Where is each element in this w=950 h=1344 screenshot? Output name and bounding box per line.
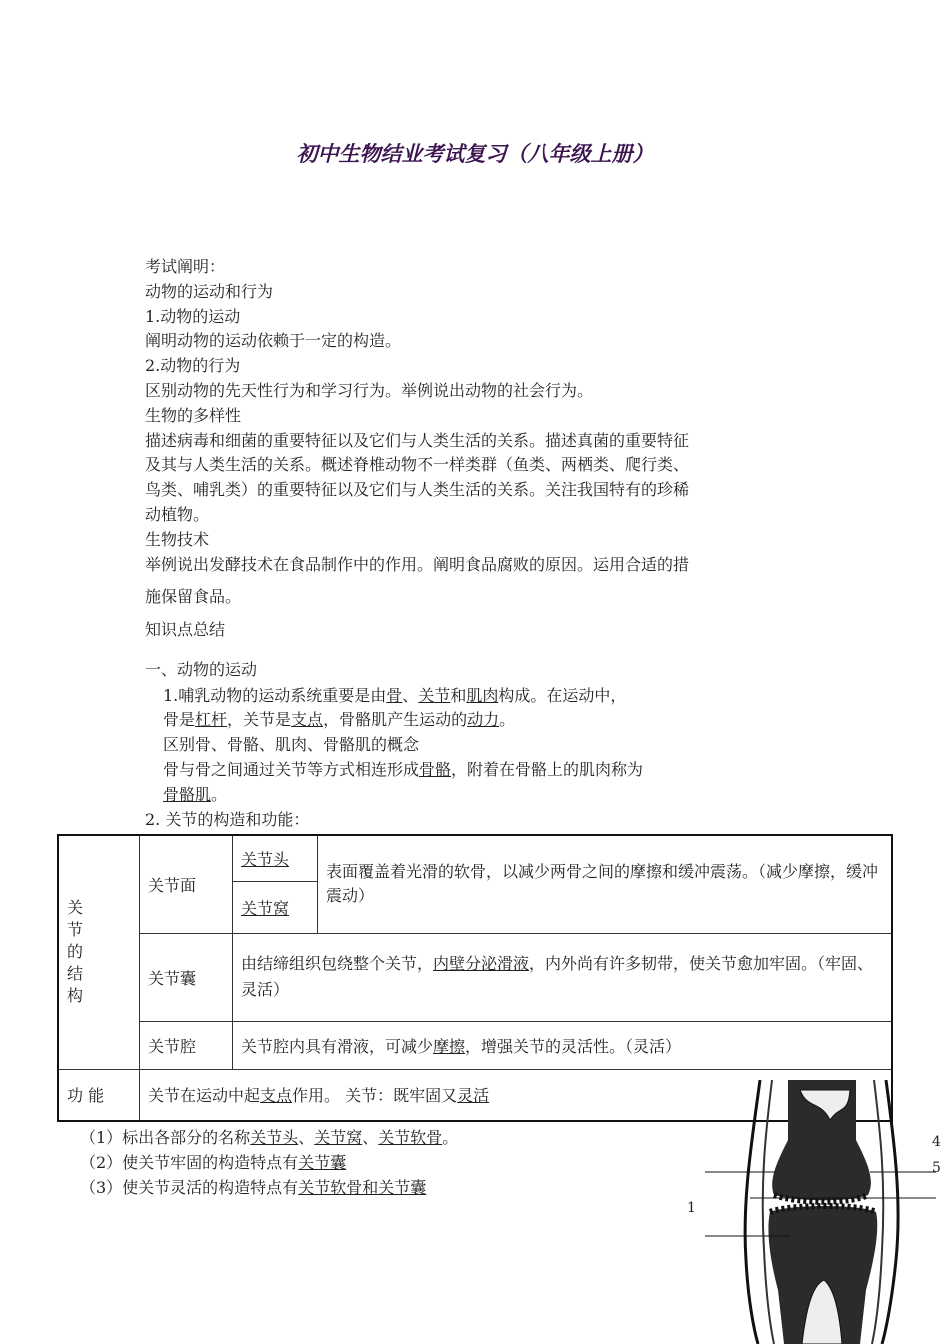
- joint-structure-table: [57, 834, 893, 1122]
- question-1: （1）标出各部分的名称关节头、关节窝、关节软骨。: [80, 1128, 459, 1147]
- figure-label-5: 5: [932, 1160, 941, 1176]
- intro-line: 动植物。: [145, 504, 210, 524]
- figure-label-4: 4: [932, 1134, 941, 1150]
- section-1-heading: 一、动物的运动: [145, 660, 258, 679]
- intro-line: 施保留食品。: [145, 587, 242, 607]
- figure-label-1: 1: [687, 1200, 696, 1216]
- surface-label: 关节面: [140, 835, 233, 933]
- intro-line: 动物的运动和行为: [145, 281, 274, 301]
- joint-socket-cell: 关节窝: [233, 881, 318, 933]
- paragraph-line: 骨骼肌。: [163, 785, 228, 804]
- intro-line: 2.动物的行为: [145, 356, 241, 376]
- intro-line: 鸟类、哺乳类）的重要特征以及它们与人类生活的关系。关注我国特有的珍稀: [145, 480, 690, 500]
- subsection-heading: 2. 关节的构造和功能：: [145, 810, 310, 829]
- intro-line: 阐明动物的运动依赖于一定的构造。: [145, 331, 402, 351]
- section-heading: 知识点总结: [145, 620, 226, 640]
- paragraph-line: 1.哺乳动物的运动系统重要是由骨、关节和肌肉构成。在运动中，: [163, 686, 627, 705]
- paragraph-line: 区别骨、骨骼、肌肉、骨骼肌的概念: [163, 735, 420, 754]
- capsule-label: 关节囊: [140, 933, 233, 1021]
- page-title: 初中生物结业考试复习（八年级上册）: [296, 142, 654, 166]
- intro-line: 生物的多样性: [145, 405, 242, 425]
- capsule-description: 由结缔组织包绕整个关节，内壁分泌滑液，内外尚有许多韧带，使关节愈加牢固。（牢固、灵活）: [233, 933, 893, 1021]
- intro-line: 及其与人类生活的关系。概述脊椎动物不一样类群（鱼类、两栖类、爬行类、: [145, 455, 690, 475]
- question-3: （3）使关节灵活的构造特点有关节软骨和关节囊: [80, 1178, 427, 1197]
- intro-line: 描述病毒和细菌的重要特征以及它们与人类生活的关系。描述真菌的重要特征: [145, 430, 690, 450]
- function-label: 功 能: [58, 1069, 140, 1121]
- intro-line: 考试阐明：: [145, 257, 226, 276]
- question-2: （2）使关节牢固的构造特点有关节囊: [80, 1153, 347, 1172]
- paragraph-line: 骨是杠杆，关节是支点，骨骼肌产生运动的动力。: [163, 710, 516, 729]
- intro-line: 生物技术: [145, 529, 210, 549]
- cavity-label: 关节腔: [140, 1021, 233, 1069]
- cavity-description: 关节腔内具有滑液，可减少摩擦，增强关节的灵活性。（灵活）: [233, 1021, 893, 1069]
- structure-label-cell: 关 节 的 结 构: [58, 835, 140, 1069]
- exam-description: [145, 255, 805, 643]
- intro-line: 区别动物的先天性行为和学习行为。举例说出动物的社会行为。: [145, 380, 594, 400]
- intro-line: 1.动物的运动: [145, 306, 241, 326]
- surface-description: 表面覆盖着光滑的软骨，以减少两骨之间的摩擦和缓冲震荡。（减少摩擦，缓冲震动）: [318, 835, 893, 933]
- intro-line: 举例说出发酵技术在食品制作中的作用。阐明食品腐败的原因。运用合适的措: [145, 554, 690, 574]
- paragraph-line: 骨与骨之间通过关节等方式相连形成骨骼，附着在骨骼上的肌肉称为: [163, 760, 644, 779]
- joint-head-cell: 关节头: [233, 835, 318, 881]
- joint-diagram: [690, 1080, 950, 1344]
- function-description: 关节在运动中起支点作用。 关节：既牢固又灵活: [140, 1069, 893, 1121]
